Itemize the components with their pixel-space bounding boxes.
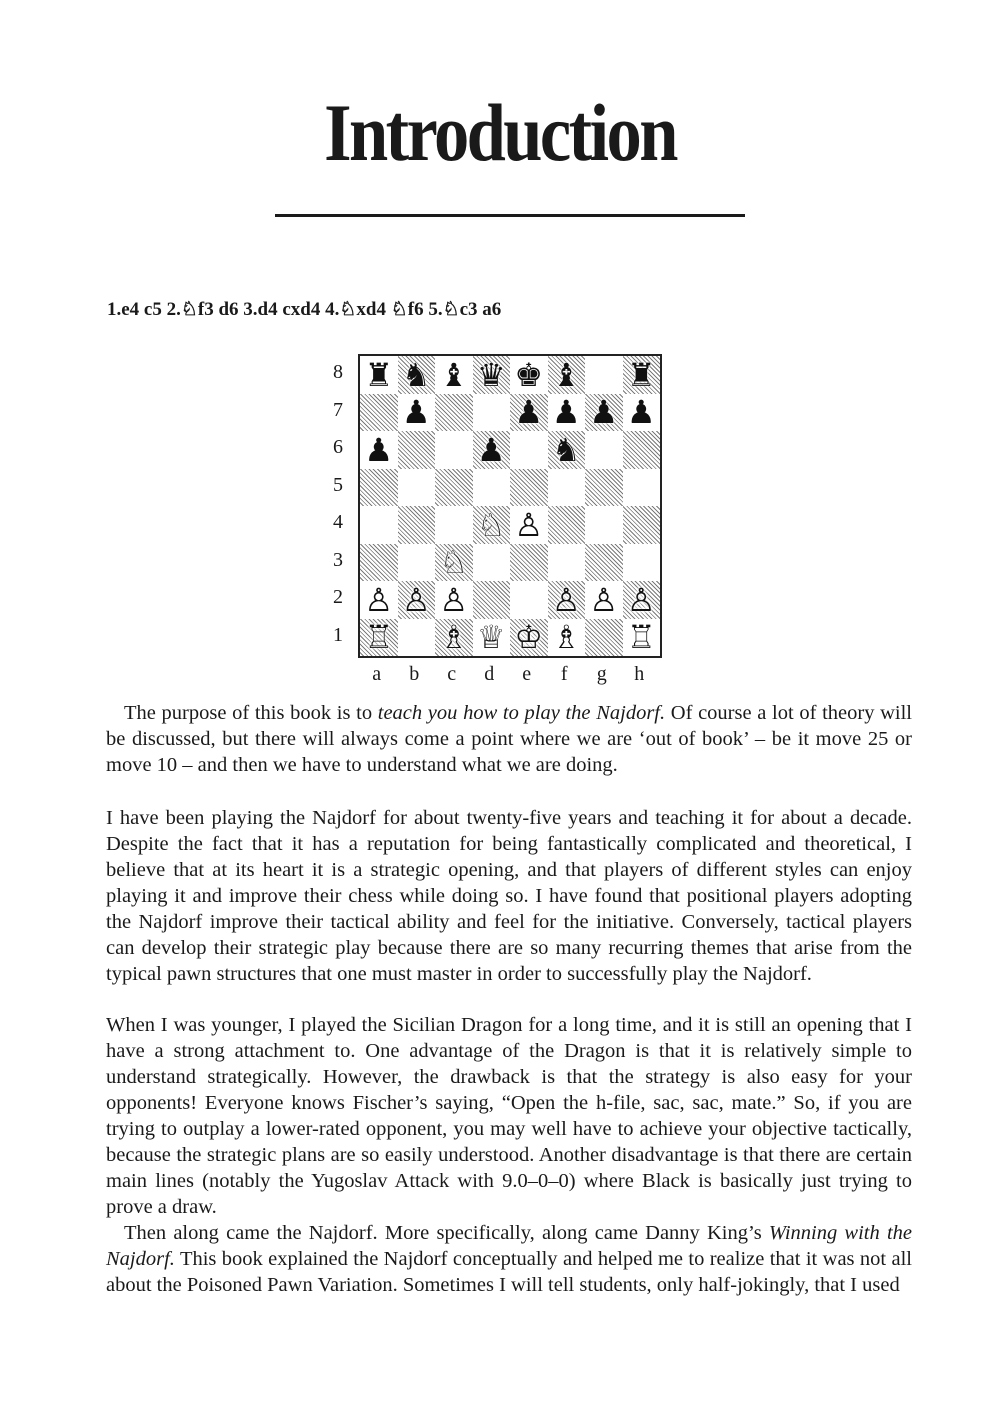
board-square-g1 (585, 619, 623, 657)
board-square-c1 (435, 619, 473, 657)
black-pawn-icon: ♟ (514, 393, 544, 432)
board-square-h4 (623, 506, 661, 544)
board-square-e3 (510, 544, 548, 582)
italic-text: Winning with the Najdorf. (106, 1222, 912, 1270)
rank-labels (326, 354, 350, 654)
board-square-b2 (398, 581, 436, 619)
file-label: g (596, 663, 607, 685)
board-square-h7 (623, 394, 661, 432)
white-bishop-icon: ♗ (551, 618, 581, 657)
board-square-h2 (623, 581, 661, 619)
italic-text: teach you how to play the Najdorf. (377, 702, 666, 724)
white-knight-icon: ♘ (476, 505, 506, 544)
board-square-e5 (510, 469, 548, 507)
board-square-f1 (548, 619, 586, 657)
file-label: f (560, 663, 568, 685)
black-king-icon: ♚ (514, 355, 544, 394)
board-square-g8 (585, 356, 623, 394)
board-square-e1 (510, 619, 548, 657)
board-square-b4 (398, 506, 436, 544)
rank-label: 8 (333, 361, 343, 383)
text-run: I have been playing the Najdorf for about twenty-five years and teaching it for about a decade. Despite the fact that it has a reputation for being fantastically complicated and theoretical, I believe that at its heart it is a strategic opening, and that players of different styles can enjoy playing it and improve their chess while doing so. I have found that positional players adopting the Najdorf improve their tactical ability and feel for the initiative. Conversely, tactical players can develop their strategic play because there are so many recurring themes that arise from the typical pawn structures that one must master in order to successfully play the Najdorf. (106, 807, 912, 985)
board-square-h3 (623, 544, 661, 582)
board-square-b1 (398, 619, 436, 657)
white-queen-icon: ♕ (476, 618, 506, 657)
black-rook-icon: ♜ (626, 355, 656, 394)
board-square-h8 (623, 356, 661, 394)
board-square-c7 (435, 394, 473, 432)
file-label: a (372, 663, 382, 685)
board-square-f4 (548, 506, 586, 544)
board-square-d1 (473, 619, 511, 657)
board-square-f2 (548, 581, 586, 619)
board-square-a3 (360, 544, 398, 582)
file-label: e (522, 663, 532, 685)
black-knight-icon: ♞ (401, 355, 431, 394)
file-label: h (634, 663, 645, 685)
board-square-b3 (398, 544, 436, 582)
rank-label: 7 (333, 398, 343, 421)
file-label: c (447, 663, 457, 685)
board-square-a6 (360, 431, 398, 469)
board-square-f3 (548, 544, 586, 582)
board-square-b6 (398, 431, 436, 469)
rank-label: 2 (333, 586, 343, 608)
board-square-c2 (435, 581, 473, 619)
white-king-icon: ♔ (514, 618, 544, 657)
black-rook-icon: ♜ (364, 355, 394, 394)
chess-board (358, 354, 662, 658)
black-queen-icon: ♛ (476, 355, 506, 394)
white-pawn-icon: ♙ (626, 580, 656, 619)
white-rook-icon: ♖ (626, 618, 656, 657)
board-square-d4 (473, 506, 511, 544)
chess-diagram (326, 354, 666, 690)
file-label: b (409, 663, 420, 685)
white-pawn-icon: ♙ (589, 580, 619, 619)
white-rook-icon: ♖ (364, 618, 394, 657)
board-square-g2 (585, 581, 623, 619)
chapter-title: Introduction (324, 87, 676, 178)
rank-label: 3 (333, 548, 343, 571)
black-pawn-icon: ♟ (401, 393, 431, 432)
black-pawn-icon: ♟ (364, 430, 394, 469)
board-square-e7 (510, 394, 548, 432)
board-square-h1 (623, 619, 661, 657)
file-labels (358, 663, 662, 686)
white-pawn-icon: ♙ (401, 580, 431, 619)
board-square-e8 (510, 356, 548, 394)
board-square-g4 (585, 506, 623, 544)
black-knight-icon: ♞ (551, 430, 581, 469)
board-square-h6 (623, 431, 661, 469)
board-square-a7 (360, 394, 398, 432)
file-label: d (484, 663, 495, 685)
paragraph-1 (106, 700, 912, 778)
board-square-d5 (473, 469, 511, 507)
board-square-g6 (585, 431, 623, 469)
white-pawn-icon: ♙ (364, 580, 394, 619)
board-square-c5 (435, 469, 473, 507)
board-square-c3 (435, 544, 473, 582)
rank-label: 5 (333, 473, 343, 496)
board-square-e6 (510, 431, 548, 469)
black-pawn-icon: ♟ (626, 393, 656, 432)
board-square-b8 (398, 356, 436, 394)
board-square-c4 (435, 506, 473, 544)
white-bishop-icon: ♗ (439, 618, 469, 657)
board-square-a8 (360, 356, 398, 394)
board-square-d3 (473, 544, 511, 582)
board-square-e4 (510, 506, 548, 544)
board-square-f7 (548, 394, 586, 432)
paragraph-4 (106, 1220, 912, 1298)
text-run: Of course a lot of theory will be discussed, but there will always come a point where we are ‘out of book’ – be it move 25 or move 10 – and then we have to understand what we are doing. (106, 702, 912, 776)
move-sequence: 1.e4 c5 2.♘f3 d6 3.d4 cxd4 4.♘xd4 ♘f6 5.♘c3 a6 (107, 299, 502, 320)
board-square-g7 (585, 394, 623, 432)
white-knight-icon: ♘ (439, 543, 469, 582)
white-pawn-icon: ♙ (551, 580, 581, 619)
text-run: The purpose of this book is to (124, 702, 378, 724)
board-square-d8 (473, 356, 511, 394)
white-pawn-icon: ♙ (514, 505, 544, 544)
paragraph-3 (106, 1012, 912, 1220)
board-square-a1 (360, 619, 398, 657)
board-square-a4 (360, 506, 398, 544)
board-square-b5 (398, 469, 436, 507)
board-square-d6 (473, 431, 511, 469)
board-square-e2 (510, 581, 548, 619)
board-square-h5 (623, 469, 661, 507)
text-run: Then along came the Najdorf. More specifically, along came Danny King’s (124, 1222, 769, 1244)
black-pawn-icon: ♟ (476, 430, 506, 469)
board-square-d2 (473, 581, 511, 619)
board-square-a2 (360, 581, 398, 619)
rank-label: 6 (333, 436, 343, 458)
title-underline (275, 214, 745, 217)
board-square-c8 (435, 356, 473, 394)
text-run: When I was younger, I played the Sicilian Dragon for a long time, and it is still an opening that I have a strong attachment to. One advantage of the Dragon is that it is relatively simple to understand strategically. However, the drawback is that the strategy is also easy for your opponents! Everyone knows Fischer’s saying, “Open the h-file, sac, sac, mate.” So, if you are trying to outplay a lower-rated opponent, you may well have to achieve your objective tactically, because the strategic plans are so easily understood. Another disadvantage is that there are certain main lines (notably the Yugoslav Attack with 9.0–0–0) where Black is basically just trying to prove a draw. (106, 1014, 912, 1218)
black-pawn-icon: ♟ (551, 393, 581, 432)
paragraph-2 (106, 805, 912, 987)
board-square-f6 (548, 431, 586, 469)
board-square-g5 (585, 469, 623, 507)
rank-label: 4 (333, 511, 343, 533)
black-bishop-icon: ♝ (551, 355, 581, 394)
board-square-d7 (473, 394, 511, 432)
board-square-b7 (398, 394, 436, 432)
board-square-f8 (548, 356, 586, 394)
board-square-c6 (435, 431, 473, 469)
board-square-f5 (548, 469, 586, 507)
white-pawn-icon: ♙ (439, 580, 469, 619)
rank-label: 1 (333, 623, 343, 646)
black-pawn-icon: ♟ (589, 393, 619, 432)
board-square-g3 (585, 544, 623, 582)
text-run: This book explained the Najdorf conceptually and helped me to realize that it was not all about the Poisoned Pawn Variation. Sometimes I will tell students, only half-jokingly, that I used (106, 1248, 912, 1296)
board-square-a5 (360, 469, 398, 507)
black-bishop-icon: ♝ (439, 355, 469, 394)
